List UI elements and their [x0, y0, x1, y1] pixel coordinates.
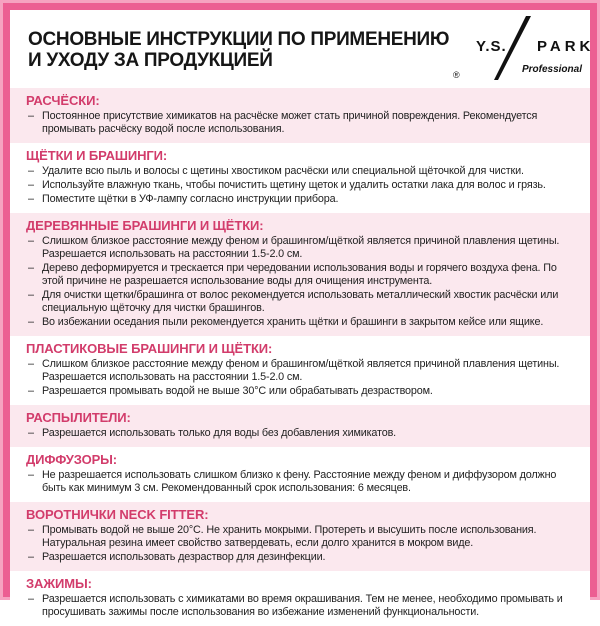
section-heading: ПЛАСТИКОВЫЕ БРАШИНГИ И ЩЁТКИ: [26, 341, 273, 356]
section-clips [10, 571, 590, 626]
section-heading: ЗАЖИМЫ: [26, 576, 92, 591]
logo-professional-text: Professional [521, 64, 582, 75]
registered-trademark-icon: ® [453, 70, 460, 80]
bullet-list [26, 469, 580, 495]
section-heading: ЩЁТКИ И БРАШИНГИ: [26, 148, 168, 163]
bullet-list [26, 165, 580, 206]
bullet-list [26, 427, 580, 440]
bullet-item: – Промывать водой не выше 20°C. Не хранить мокрыми. Протереть и высушить после использования. Натуральная резина имеет свойство затвердевать, если долго хранится в мокром виде. [26, 524, 580, 550]
bullet-item: – Для очистки щетки/брашинга от волос рекомендуется использовать металлический хвостик расчёски или специальную щёточку для чистки брашингов. [26, 289, 580, 315]
pink-frame [3, 3, 597, 618]
bullet-item: – Не разрешается использовать слишком близко к фену. Расстояние между феном и диффузором должно быть как минимум 3 см. Рекомендованный срок использования: 6 месяцев. [26, 469, 580, 495]
bullet-list [26, 110, 580, 136]
page-title [28, 29, 449, 71]
bullet-item: – Слишком близкое расстояние между феном и брашингом/щёткой является причиной плавления щетины. Разрешается использовать на расстоянии 1.5-2.0 см. [26, 358, 580, 384]
page-title-line1: ОСНОВНЫЕ ИНСТРУКЦИИ ПО ПРИМЕНЕНИЮ [28, 29, 450, 50]
bullet-item: – Используйте влажную ткань, чтобы почистить щетину щеток и удалить остатки лака для волос и грязь. [26, 179, 580, 192]
bullet-item: – Во избежании оседания пыли рекомендуется хранить щётки и брашинги в закрытом кейсе или ящике. [26, 316, 580, 329]
bullet-item: – Дерево деформируется и трескается при чередовании использования воды и горячего воздуха фена. По этой причине не разрешается использование воды для очищения инструмента. [26, 262, 580, 288]
bullet-item: – Разрешается использовать дезраствор для дезинфекции. [26, 551, 580, 564]
bullet-item: – Поместите щётки в УФ-лампу согласно инструкции прибора. [26, 193, 580, 206]
section-brushes [10, 143, 590, 213]
bullet-list [26, 524, 580, 564]
section-heading: ВОРОТНИЧКИ NECK FITTER: [26, 507, 209, 522]
header [10, 10, 595, 88]
section-heading: РАСПЫЛИТЕЛИ: [26, 410, 131, 425]
bullet-list [26, 593, 580, 619]
bullet-item: – Слишком близкое расстояние между феном и брашингом/щёткой является причиной плавления щетины. Разрешается использовать на расстоянии 1.5-2.0 см. [26, 235, 580, 261]
section-heading: РАСЧЁСКИ: [26, 93, 100, 108]
section-heading: ДЕРЕВЯННЫЕ БРАШИНГИ И ЩЁТКИ: [26, 218, 264, 233]
bullet-item: – Разрешается использовать только для воды без добавления химикатов. [26, 427, 580, 440]
bullet-item: – Удалите всю пыль и волосы с щетины хвостиком расчёски или специальной щёточкой для чистки. [26, 165, 580, 178]
ys-park-logo [440, 16, 595, 84]
bullet-item: – Постоянное присутствие химикатов на расчёске может стать причиной повреждения. Рекомендуется промывать расчёску водой после использования. [26, 110, 580, 136]
section-heading: ДИФФУЗОРЫ: [26, 452, 118, 467]
bullet-item: – Разрешается промывать водой не выше 30°C или обрабатывать дезраствором. [26, 385, 580, 398]
section-wooden-brushes [10, 213, 590, 336]
bullet-list [26, 235, 580, 329]
section-diffusers [10, 447, 590, 502]
logo-ys-text: Y.S. [476, 38, 507, 55]
section-neck-fitter [10, 502, 590, 571]
logo-park-text: PARK [537, 38, 595, 55]
section-combs [10, 88, 590, 143]
bullet-list [26, 358, 580, 398]
bullet-item: – Разрешается использовать с химикатами во время окрашивания. Тем не менее, необходимо промывать и просушивать зажимы после использования во избежание изменений функциональности. [26, 593, 580, 619]
section-sprayers [10, 405, 590, 447]
section-plastic-brushes [10, 336, 590, 405]
page-title-line2: И УХОДУ ЗА ПРОДУКЦИЕЙ [28, 50, 273, 71]
